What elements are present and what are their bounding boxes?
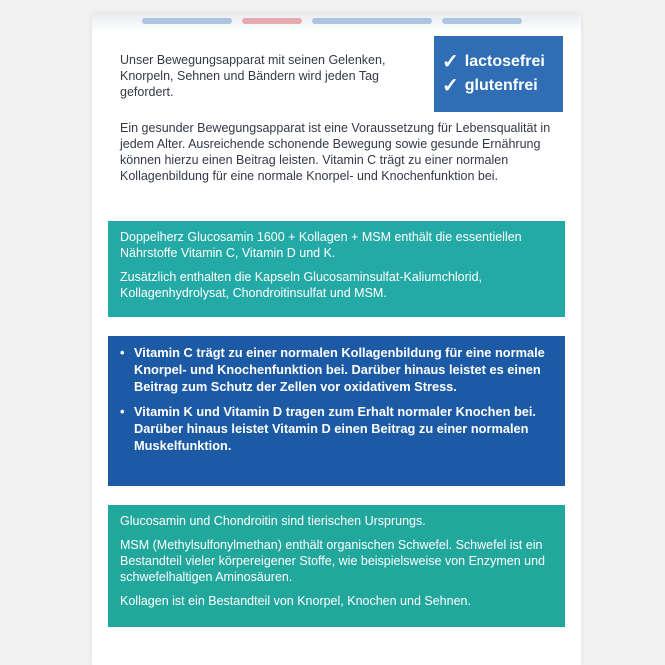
- claim-item: [120, 344, 553, 395]
- ingredients-text-1: Doppelherz Glucosamin 1600 + Kollagen + MSM enthält die essentiellen Nährstoffe Vitamin C, Vitamin D und K.: [120, 230, 522, 260]
- top-edge-strip: [92, 14, 581, 32]
- claim-text-vitamin-c: Vitamin C trägt zu einer normalen Kollagenbildung für eine normale Knorpel- und Knochenfunktion bei. Darüber hinaus leistet es einen Beitrag zum Schutz der Zellen vor oxidativem Stress.: [134, 345, 545, 394]
- check-icon: ✓: [442, 75, 459, 97]
- origin-info-box: [108, 505, 565, 627]
- badge-label-glutenfrei: glutenfrei: [464, 77, 538, 94]
- origin-text-2: MSM (Methylsulfonylmethan) enthält organischen Schwefel. Schwefel ist ein Bestandteil vieler körpereigener Stoffe, wie beispielsweise von Enzymen und schwefelhaltigen Aminosäuren.: [120, 538, 546, 584]
- badge-row-lactose: [442, 50, 563, 74]
- ingredients-box: [108, 221, 565, 317]
- print-smudge: [442, 18, 522, 24]
- intro-paragraph-2: Ein gesunder Bewegungsapparat ist eine Voraussetzung für Lebensqualität in jedem Alter. Ausreichende schonende Bewegung sowie gesunde Ernährung können hierzu einen Beitrag leisten. Vitamin C trägt zu einer normalen Kollagenbildung für eine normale Knorpel- und Knochenfunktion bei.: [120, 121, 551, 183]
- badge-label-lactosefrei: lactosefrei: [464, 53, 545, 70]
- allergen-free-badge: [434, 36, 563, 112]
- badge-row-gluten: [442, 74, 563, 98]
- print-smudge: [242, 18, 302, 24]
- ingredients-text-2: Zusätzlich enthalten die Kapseln Glucosaminsulfat-Kaliumchlorid, Kollagenhydrolysat, Chondroitinsulfat und MSM.: [120, 270, 482, 300]
- origin-text-3: Kollagen ist ein Bestandteil von Knorpel, Knochen und Sehnen.: [120, 594, 471, 608]
- bullet-icon: •: [120, 345, 125, 360]
- package-back-panel: [92, 14, 581, 665]
- bullet-icon: •: [120, 404, 125, 419]
- print-smudge: [142, 18, 232, 24]
- claim-item: [120, 403, 553, 454]
- print-smudge: [312, 18, 432, 24]
- check-icon: ✓: [442, 51, 459, 73]
- health-claims-box: [108, 336, 565, 486]
- origin-text-1: Glucosamin und Chondroitin sind tierischen Ursprungs.: [120, 514, 426, 528]
- intro-paragraph-1: Unser Bewegungsapparat mit seinen Gelenken, Knorpeln, Sehnen und Bändern wird jeden Tag gefordert.: [120, 53, 386, 99]
- claim-text-vitamin-k-d: Vitamin K und Vitamin D tragen zum Erhalt normaler Knochen bei. Darüber hinaus leistet Vitamin D einen Beitrag zu einer normalen Muskelfunktion.: [134, 404, 536, 453]
